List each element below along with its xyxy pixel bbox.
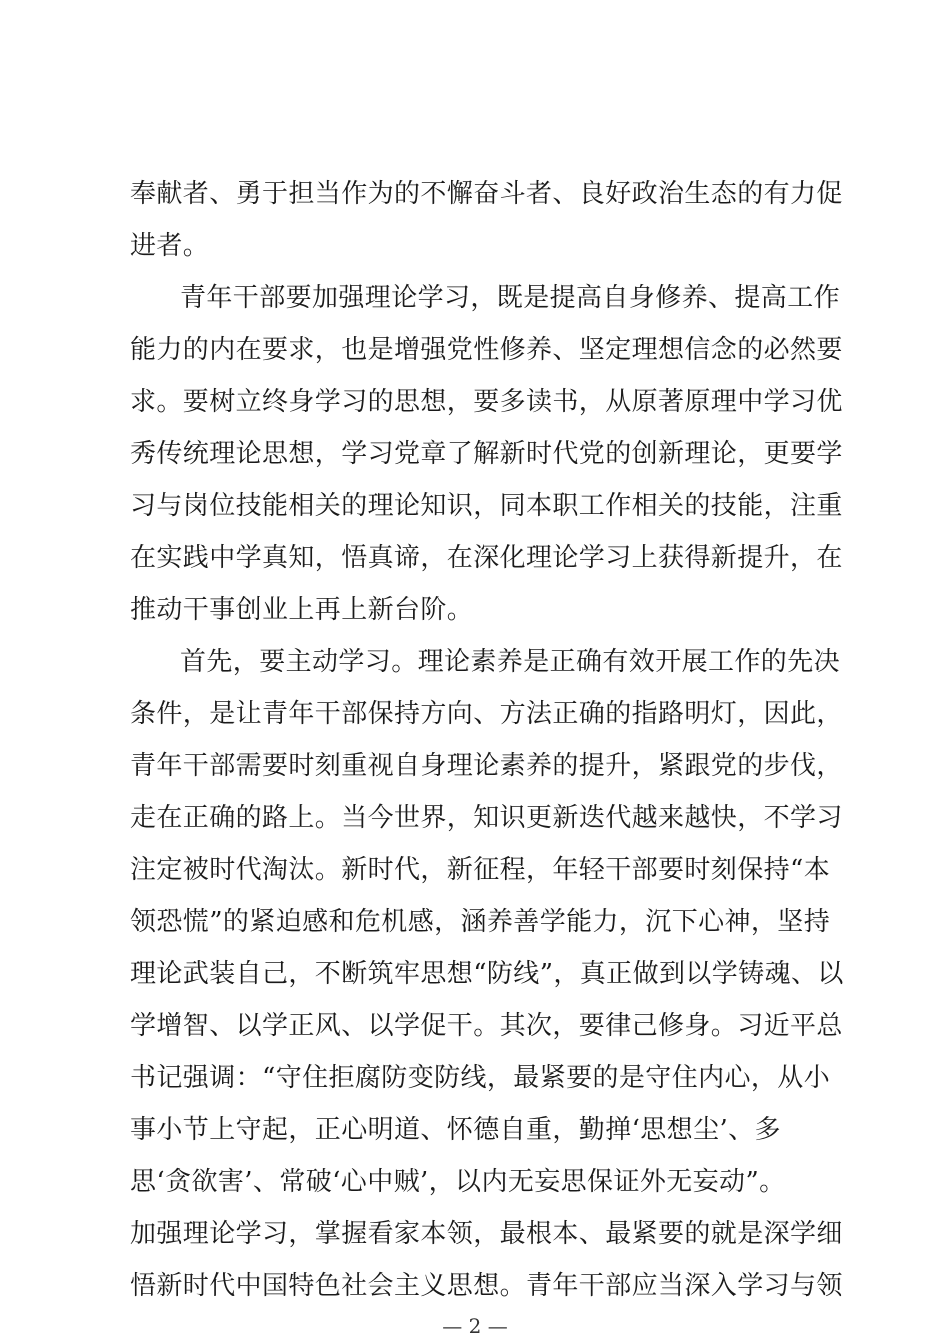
- page-number: — 2 —: [442, 1314, 508, 1338]
- document-body: [130, 168, 844, 1312]
- text-line: 思‘贪欲害’、常破‘心中贼’，以内无妄思保证外无妄动”。: [130, 1167, 786, 1197]
- text-line: 能力的内在要求，也是增强党性修养、坚定理想信念的必然要: [130, 335, 843, 365]
- text-line: 事小节上守起，正心明道、怀德自重，勤掸‘思想尘’、多: [130, 1115, 781, 1145]
- text-line: 秀传统理论思想，学习党章了解新时代党的创新理论，更要学: [130, 439, 843, 469]
- text-line: 走在正确的路上。当今世界，知识更新迭代越来越快，不学习: [130, 803, 843, 833]
- text-line: 悟新时代中国特色社会主义思想。青年干部应当深入学习与领: [130, 1271, 843, 1301]
- text-line: 奉献者、勇于担当作为的不懈奋斗者、良好政治生态的有力促: [130, 179, 843, 209]
- text-line: 首先，要主动学习。理论素养是正确有效开展工作的先决: [180, 647, 841, 677]
- text-line: 书记强调：“守住拒腐防变防线，最紧要的是守住内心，从小: [130, 1063, 831, 1093]
- text-line: 注定被时代淘汰。新时代，新征程，年轻干部要时刻保持“本: [130, 855, 831, 885]
- text-line: 领恐慌”的紧迫感和危机感，涵养善学能力，沉下心神，坚持: [130, 907, 831, 937]
- text-line: 在实践中学真知，悟真谛，在深化理论学习上获得新提升，在: [130, 543, 843, 573]
- text-line: 理论武装自己，不断筑牢思想“防线”，真正做到以学铸魂、以: [130, 959, 844, 989]
- text-line: 求。要树立终身学习的思想，要多读书，从原著原理中学习优: [130, 387, 843, 417]
- text-line: 青年干部需要时刻重视自身理论素养的提升，紧跟党的步伐，: [130, 751, 843, 781]
- text-line: 加强理论学习，掌握看家本领，最根本、最紧要的就是深学细: [130, 1219, 843, 1249]
- text-line: 青年干部要加强理论学习，既是提高自身修养、提高工作: [180, 283, 841, 313]
- text-line: 习与岗位技能相关的理论知识，同本职工作相关的技能，注重: [130, 491, 843, 521]
- text-line: 进者。: [130, 231, 210, 261]
- text-line: 推动干事创业上再上新台阶。: [130, 595, 474, 625]
- text-line: 条件，是让青年干部保持方向、方法正确的指路明灯，因此，: [130, 699, 843, 729]
- text-line: 学增智、以学正风、以学促干。其次，要律己修身。习近平总: [130, 1011, 843, 1041]
